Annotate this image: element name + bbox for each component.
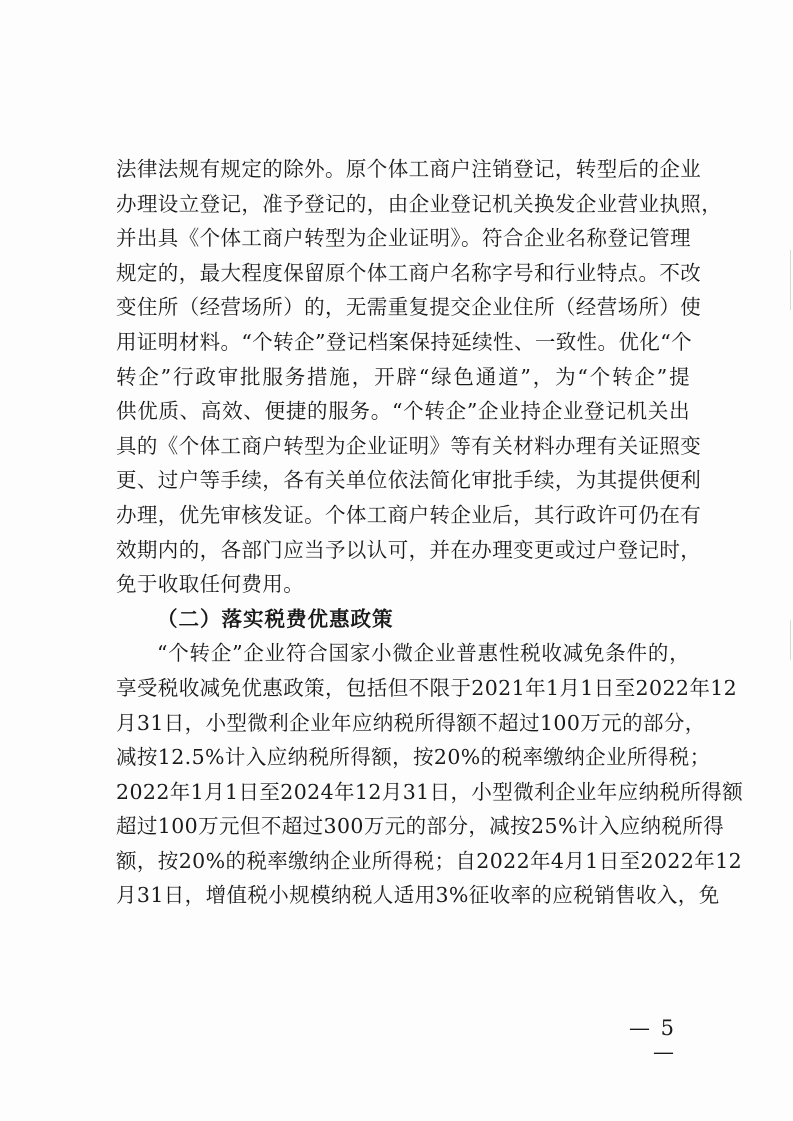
text-line: 办理，优先审核发证。个体工商户转企业后，其行政许可仍在有	[116, 502, 702, 527]
section-heading: （二）落实税费优惠政策	[157, 606, 394, 631]
text-line: 变住所（经营场所）的，无需重复提交企业住所（经营场所）使	[116, 295, 702, 320]
text-line: 供优质、高效、便捷的服务。“个转企”企业持企业登记机关出	[116, 399, 690, 424]
body-text	[116, 152, 744, 913]
text-line: 法律法规有规定的除外。原个体工商户注销登记，转型后的企业	[116, 157, 702, 181]
text-line: 用证明材料。“个转企”登记档案保持延续性、一致性。优化“个	[116, 329, 693, 354]
text-line: 转企”行政审批服务措施，开辟“绿色通道”，为“个转企”提	[116, 364, 690, 389]
text-line: 享受税收减免优惠政策，包括但不限于2021年1月1日至2022年12	[116, 675, 738, 700]
scan-edge-mark	[790, 620, 791, 660]
text-line: 效期内的，各部门应当予以认可，并在办理变更或过户登记时，	[116, 537, 702, 562]
text-line: 额，按20%的税率缴纳企业所得税；自2022年4月1日至2022年12	[116, 848, 743, 873]
text-line: 免于收取任何费用。	[116, 572, 305, 597]
text-line: 月31日，增值税小规模纳税人适用3%征收率的应税销售收入，免	[116, 883, 720, 908]
text-line: 超过100万元但不超过300万元的部分，减按25%计入应纳税所得	[116, 814, 725, 839]
text-line: 规定的，最大程度保留原个体工商户名称字号和行业特点。不改	[116, 260, 702, 285]
page-number: — 5 —	[628, 1016, 676, 1064]
scan-edge-mark	[790, 250, 791, 310]
text-line: 减按12.5%计入应纳税所得额，按20%的税率缴纳企业所得税；	[116, 745, 711, 770]
text-line: 更、过户等手续，各有关单位依法简化审批手续，为其提供便利	[116, 468, 702, 493]
text-line: “个转企”企业符合国家小微企业普惠性税收减免条件的，	[157, 641, 690, 666]
text-line: 月31日，小型微利企业年应纳税所得额不超过100万元的部分，	[116, 710, 706, 735]
text-line: 并出具《个体工商户转型为企业证明》。符合企业名称登记管理	[116, 226, 691, 251]
text-line: 2022年1月1日至2024年12月31日，小型微利企业年应纳税所得额	[116, 779, 744, 804]
text-line: 具的《个体工商户转型为企业证明》等有关材料办理有关证照变	[116, 433, 702, 458]
text-line: 办理设立登记，准予登记的，由企业登记机关换发企业营业执照，	[116, 191, 723, 216]
